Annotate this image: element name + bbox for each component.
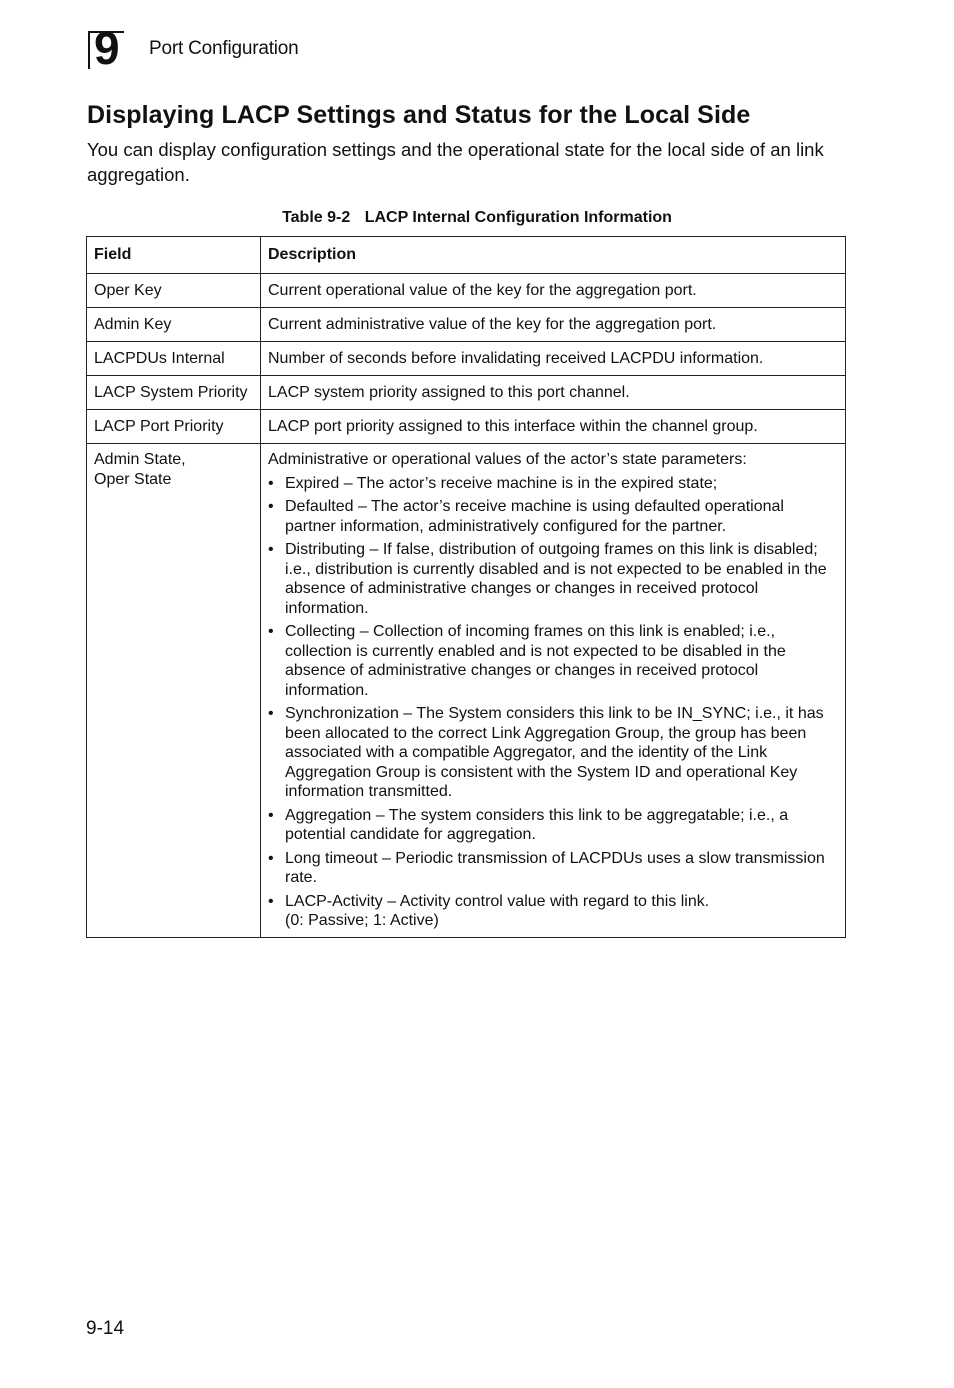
bullet-icon: • (268, 705, 274, 722)
bullet-icon: • (268, 849, 274, 867)
list-item-text: Long timeout – Periodic transmission of LACPDUs uses a slow transmission rate. (285, 849, 825, 886)
bullet-icon: • (268, 623, 274, 640)
list-item-text: Synchronization – The System considers this link to be IN_SYNC; i.e., it has been allocated to the correct Link Aggregation Group, the group has been associated with a compatible Aggregator, and the identity of the Link Aggregation Group is consistent with the System ID and operational Key information transmitted. (285, 705, 824, 800)
list-item (268, 622, 839, 700)
table-caption (0, 209, 954, 227)
description-cell: Current administrative value of the key for the aggregation port. (261, 308, 846, 342)
page-number: 9-14 (86, 1318, 125, 1339)
table-caption-title: LACP Internal Configuration Information (364, 209, 672, 226)
field-cell: Admin Key (87, 308, 261, 342)
lacp-internal-config-table (86, 236, 846, 938)
state-parameter-list (268, 474, 839, 931)
section-title: Displaying LACP Settings and Status for the Local Side (87, 101, 751, 129)
field-cell: LACPDUs Internal (87, 342, 261, 376)
list-item-extra-text: (0: Passive; 1: Active) (285, 912, 439, 929)
list-item (268, 497, 839, 536)
list-item-text: Expired – The actor’s receive machine is in the expired state; (285, 474, 718, 492)
list-item (268, 704, 839, 802)
description-cell (261, 444, 846, 938)
table-row-state (87, 444, 846, 938)
list-item-text: Aggregation – The system considers this link to be aggregatable; i.e., a potential candidate for aggregation. (285, 806, 789, 843)
table-row (87, 410, 846, 444)
section-intro: You can display configuration settings and the operational state for the local side of an link aggregation. (87, 139, 824, 185)
running-header-title: Port Configuration (149, 38, 299, 59)
bullet-icon: • (268, 474, 274, 492)
column-header-field: Field (87, 237, 261, 274)
table-row (87, 342, 846, 376)
description-cell: Number of seconds before invalidating received LACPDU information. (261, 342, 846, 376)
field-cell (87, 444, 261, 938)
chapter-number: 9 (94, 31, 120, 69)
list-item-text: Collecting – Collection of incoming frames on this link is enabled; i.e., collection is currently enabled and is not expected to be disabled in the absence of administrative changes or changes in received protocol information. (285, 623, 786, 699)
field-cell: LACP System Priority (87, 376, 261, 410)
table-row (87, 274, 846, 308)
list-item-text: Distributing – If false, distribution of outgoing frames on this link is disabled; i.e., distribution is currently disabled and is not expected to be enabled in the absence of administrative changes or changes in received protocol information. (285, 541, 827, 617)
state-description-lead: Administrative or operational values of the actor’s state parameters: (268, 451, 747, 468)
field-line-oper-state: Oper State (94, 470, 172, 488)
list-item (268, 849, 839, 888)
list-item (268, 806, 839, 845)
bullet-icon: • (268, 892, 274, 910)
table-row (87, 376, 846, 410)
table-caption-number: Table 9-2 (282, 209, 351, 226)
table-header-row (87, 237, 846, 274)
field-line-admin-state: Admin State, (94, 451, 186, 468)
list-item (268, 474, 839, 494)
list-item-text: Defaulted – The actor’s receive machine is using defaulted operational partner information, administratively configured for the partner. (285, 498, 784, 535)
field-cell: LACP Port Priority (87, 410, 261, 444)
list-item (268, 540, 839, 618)
table-row (87, 308, 846, 342)
bullet-icon: • (268, 541, 274, 558)
bullet-icon: • (268, 498, 274, 515)
description-cell: LACP system priority assigned to this port channel. (261, 376, 846, 410)
list-item (268, 892, 839, 931)
bullet-icon: • (268, 806, 274, 824)
field-cell: Oper Key (87, 274, 261, 308)
list-item-text: LACP-Activity – Activity control value with regard to this link. (285, 892, 710, 910)
column-header-description: Description (261, 237, 846, 274)
description-cell: Current operational value of the key for the aggregation port. (261, 274, 846, 308)
description-cell: LACP port priority assigned to this interface within the channel group. (261, 410, 846, 444)
chapter-number-badge (88, 31, 124, 69)
